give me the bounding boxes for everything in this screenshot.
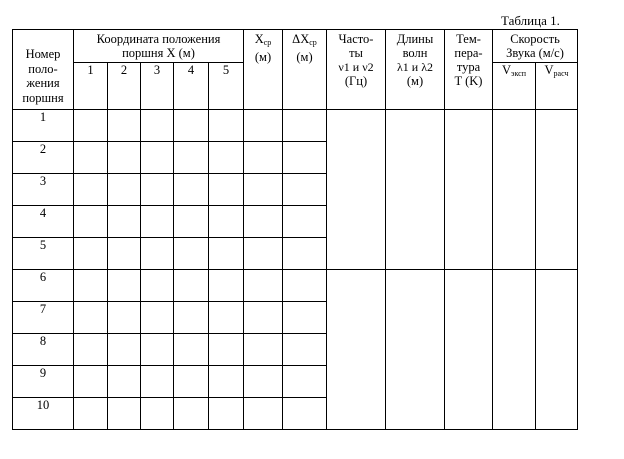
cell[interactable]	[108, 270, 141, 302]
coord-col-1: 1	[74, 63, 108, 110]
cell[interactable]	[74, 206, 108, 238]
wavelength-cell-group[interactable]	[386, 110, 445, 270]
cell[interactable]	[141, 302, 174, 334]
cell[interactable]	[283, 142, 327, 174]
cell[interactable]	[209, 110, 244, 142]
measurement-table	[12, 29, 578, 430]
wavelength-header: Длины волн λ1 и λ2 (м)	[386, 30, 445, 110]
cell[interactable]	[108, 238, 141, 270]
cell[interactable]	[283, 366, 327, 398]
cell[interactable]	[74, 334, 108, 366]
cell[interactable]	[244, 142, 283, 174]
cell[interactable]	[283, 206, 327, 238]
cell[interactable]	[244, 398, 283, 430]
cell[interactable]	[244, 206, 283, 238]
cell[interactable]	[209, 238, 244, 270]
cell[interactable]	[283, 174, 327, 206]
cell[interactable]	[283, 334, 327, 366]
row-number: 10	[13, 398, 74, 430]
frequency-cell-group[interactable]	[327, 270, 386, 430]
cell[interactable]	[141, 174, 174, 206]
cell[interactable]	[174, 110, 209, 142]
cell[interactable]	[209, 270, 244, 302]
temperature-cell-group[interactable]	[445, 270, 493, 430]
piston-coordinate-header: Координата положения поршня X (м)	[74, 30, 244, 63]
cell[interactable]	[244, 334, 283, 366]
frequency-header: Часто- ты ν1 и ν2 (Гц)	[327, 30, 386, 110]
frequency-cell-group[interactable]	[327, 110, 386, 270]
cell[interactable]	[108, 366, 141, 398]
cell[interactable]	[108, 398, 141, 430]
v-exp-cell-group[interactable]	[493, 270, 536, 430]
row-number: 9	[13, 366, 74, 398]
cell[interactable]	[141, 206, 174, 238]
temperature-cell-group[interactable]	[445, 110, 493, 270]
cell[interactable]	[108, 206, 141, 238]
cell[interactable]	[74, 366, 108, 398]
row-number: 5	[13, 238, 74, 270]
cell[interactable]	[74, 302, 108, 334]
cell[interactable]	[283, 270, 327, 302]
delta-x-mean-header: $\Delta X_{ср}$ (м)	[283, 30, 327, 110]
v-calc-cell-group[interactable]	[536, 270, 578, 430]
cell[interactable]	[108, 174, 141, 206]
v-exp-cell-group[interactable]	[493, 110, 536, 270]
v-calc-header: $V_{расч}$	[536, 63, 578, 110]
row-number: 1	[13, 110, 74, 142]
row-number: 7	[13, 302, 74, 334]
wavelength-cell-group[interactable]	[386, 270, 445, 430]
cell[interactable]	[283, 110, 327, 142]
cell[interactable]	[74, 174, 108, 206]
cell[interactable]	[244, 302, 283, 334]
cell[interactable]	[244, 270, 283, 302]
cell[interactable]	[74, 110, 108, 142]
coord-col-5: 5	[209, 63, 244, 110]
row-number: 6	[13, 270, 74, 302]
cell[interactable]	[108, 110, 141, 142]
cell[interactable]	[141, 110, 174, 142]
cell[interactable]	[283, 302, 327, 334]
coord-col-4: 4	[174, 63, 209, 110]
cell[interactable]	[209, 206, 244, 238]
cell[interactable]	[141, 238, 174, 270]
cell[interactable]	[74, 270, 108, 302]
cell[interactable]	[74, 142, 108, 174]
cell[interactable]	[108, 334, 141, 366]
row-number: 8	[13, 334, 74, 366]
position-number-header: Номер поло- жения поршня	[13, 30, 74, 110]
table-row	[13, 110, 578, 142]
cell[interactable]	[209, 142, 244, 174]
cell[interactable]	[174, 238, 209, 270]
cell[interactable]	[74, 398, 108, 430]
cell[interactable]	[141, 334, 174, 366]
row-number: 3	[13, 174, 74, 206]
table-row	[13, 270, 578, 302]
cell[interactable]	[174, 302, 209, 334]
v-exp-header: $V_{эксп}$	[493, 63, 536, 110]
cell[interactable]	[283, 398, 327, 430]
cell[interactable]	[244, 174, 283, 206]
cell[interactable]	[174, 270, 209, 302]
cell[interactable]	[108, 302, 141, 334]
cell[interactable]	[174, 174, 209, 206]
temperature-header: Тем- пера- тура T (K)	[445, 30, 493, 110]
coord-col-3: 3	[141, 63, 174, 110]
cell[interactable]	[209, 334, 244, 366]
coord-col-2: 2	[108, 63, 141, 110]
v-calc-cell-group[interactable]	[536, 110, 578, 270]
x-mean-header: $X_{ср}$ (м)	[244, 30, 283, 110]
cell[interactable]	[108, 142, 141, 174]
table-caption: Таблица 1.	[501, 13, 560, 28]
cell[interactable]	[209, 398, 244, 430]
sound-speed-header: Скорость Звука (м/с)	[493, 30, 578, 63]
cell[interactable]	[174, 206, 209, 238]
cell[interactable]	[141, 142, 174, 174]
cell[interactable]	[74, 238, 108, 270]
cell[interactable]	[141, 270, 174, 302]
cell[interactable]	[244, 238, 283, 270]
cell[interactable]	[174, 334, 209, 366]
cell[interactable]	[209, 174, 244, 206]
cell[interactable]	[174, 398, 209, 430]
cell[interactable]	[244, 110, 283, 142]
cell[interactable]	[209, 302, 244, 334]
cell[interactable]	[209, 366, 244, 398]
cell[interactable]	[174, 366, 209, 398]
row-number: 4	[13, 206, 74, 238]
cell[interactable]	[174, 142, 209, 174]
cell[interactable]	[283, 238, 327, 270]
cell[interactable]	[244, 366, 283, 398]
cell[interactable]	[141, 398, 174, 430]
cell[interactable]	[141, 366, 174, 398]
row-number: 2	[13, 142, 74, 174]
